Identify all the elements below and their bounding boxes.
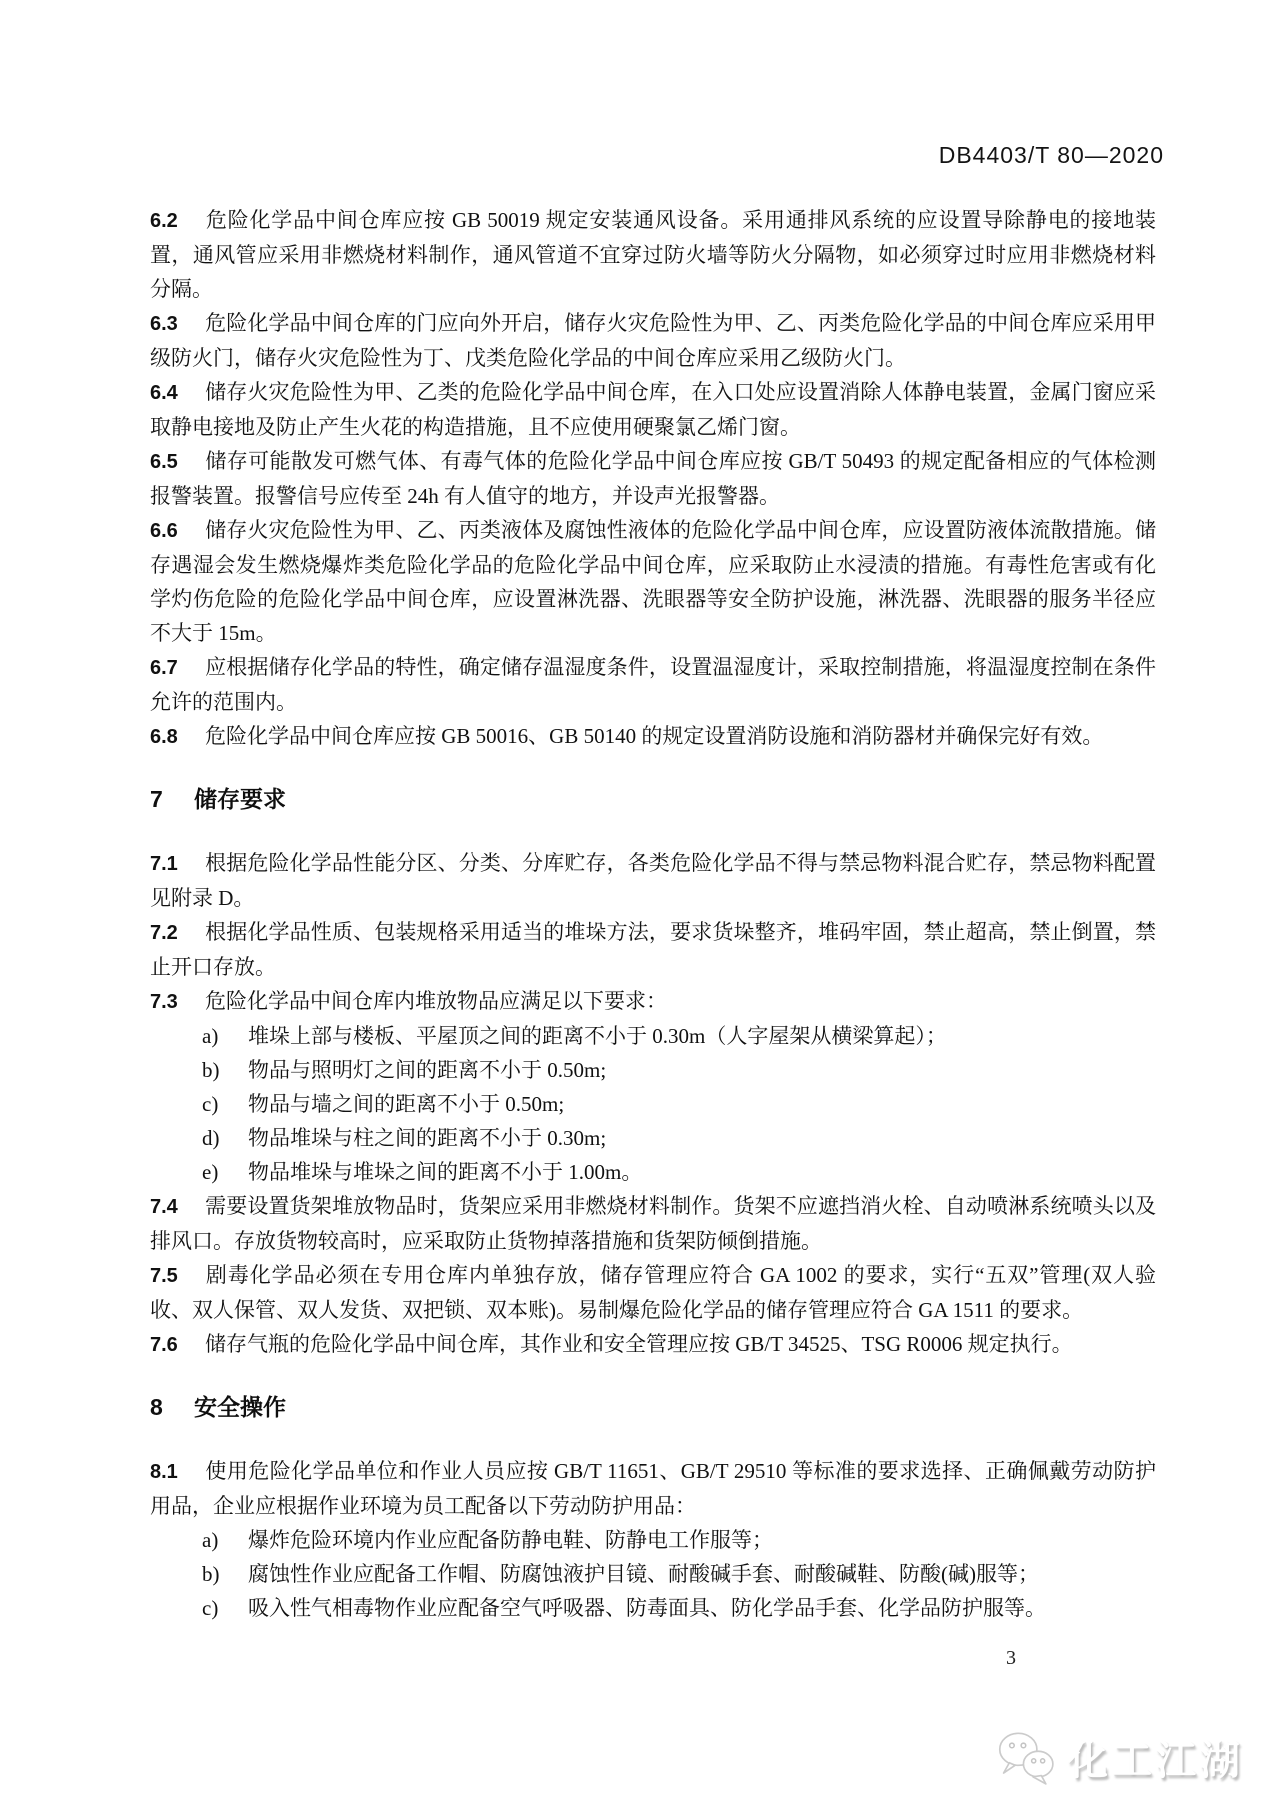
clause-7-2 <box>150 915 1156 984</box>
section-title: 储存要求 <box>194 786 286 812</box>
section-8-heading <box>150 1390 1156 1424</box>
clause-text: 储存火灾危险性为甲、乙、丙类液体及腐蚀性液体的危险化学品中间仓库，应设置防液体流散措施。储存遇湿会发生燃烧爆炸类危险化学品的危险化学品中间仓库，应采取防止水浸渍的措施。有毒性危害或有化学灼伤危险的危险化学品中间仓库，应设置淋洗器、洗眼器等安全防护设施，淋洗器、洗眼器的服务半径应不大于 15m。 <box>150 518 1156 645</box>
page-number: 3 <box>1006 1647 1016 1669</box>
list-item-text: 物品堆垛与柱之间的距离不小于 0.30m; <box>248 1126 607 1150</box>
clause-text: 危险化学品中间仓库的门应向外开启，储存火灾危险性为甲、乙、丙类危险化学品的中间仓库应采用甲级防火门，储存火灾危险性为丁、戊类危险化学品的中间仓库应采用乙级防火门。 <box>150 311 1156 370</box>
clause-number: 7.4 <box>150 1196 178 1218</box>
clause-number: 7.5 <box>150 1265 178 1287</box>
clause-number: 6.8 <box>150 726 178 748</box>
list-item-text: 腐蚀性作业应配备工作帽、防腐蚀液护目镜、耐酸碱手套、耐酸碱鞋、防酸(碱)服等； <box>248 1562 1039 1586</box>
list-item-label: b) <box>202 1058 220 1082</box>
clause-6-8 <box>150 719 1156 754</box>
clause-6-5 <box>150 444 1156 513</box>
list-item-label: c) <box>202 1092 219 1116</box>
clause-number: 6.7 <box>150 657 178 679</box>
clause-number: 6.6 <box>150 520 178 542</box>
section-7-heading <box>150 782 1156 816</box>
list-item <box>150 1121 1156 1155</box>
clause-6-3 <box>150 306 1156 375</box>
list-item-text: 爆炸危险环境内作业应配备防静电鞋、防静电工作服等； <box>248 1528 773 1552</box>
clause-text: 剧毒化学品必须在专用仓库内单独存放，储存管理应符合 GA 1002 的要求，实行“五双”管理(双人验收、双人保管、双人发货、双把锁、双本账)。易制爆危险化学品的储存管理应符合 GA 1511 的要求。 <box>150 1263 1156 1322</box>
list-item <box>150 1019 1156 1053</box>
doc-number: DB4403/T 80—2020 <box>938 142 1164 168</box>
section-title: 安全操作 <box>194 1394 286 1420</box>
clause-number: 7.1 <box>150 853 178 875</box>
clause-7-3-list <box>150 1019 1156 1189</box>
clause-text: 应根据储存化学品的特性，确定储存温湿度条件，设置温湿度计，采取控制措施，将温湿度控制在条件允许的范围内。 <box>150 655 1156 714</box>
clause-number: 7.6 <box>150 1334 178 1356</box>
clause-text: 使用危险化学品单位和作业人员应按 GB/T 11651、GB/T 29510 等标准的要求选择、正确佩戴劳动防护用品，企业应根据作业环境为员工配备以下劳动防护用品： <box>150 1459 1156 1518</box>
clause-number: 6.5 <box>150 451 178 473</box>
list-item-label: a) <box>202 1024 219 1048</box>
list-item-label: a) <box>202 1528 219 1552</box>
clause-number: 6.2 <box>150 210 178 232</box>
list-item-label: d) <box>202 1126 220 1150</box>
list-item-text: 物品堆垛与堆垛之间的距离不小于 1.00m。 <box>248 1160 643 1184</box>
list-item-label: c) <box>202 1596 219 1620</box>
clause-number: 8.1 <box>150 1461 178 1483</box>
clause-6-6 <box>150 513 1156 650</box>
clause-text: 危险化学品中间仓库应按 GB 50016、GB 50140 的规定设置消防设施和消防器材并确保完好有效。 <box>205 724 1104 748</box>
clause-text: 储存气瓶的危险化学品中间仓库，其作业和安全管理应按 GB/T 34525、TSG R0006 规定执行。 <box>205 1332 1073 1356</box>
clause-7-5 <box>150 1258 1156 1327</box>
clause-text: 危险化学品中间仓库内堆放物品应满足以下要求： <box>205 989 667 1013</box>
clause-number: 7.3 <box>150 991 178 1013</box>
clause-number: 6.4 <box>150 382 178 404</box>
clause-7-6 <box>150 1327 1156 1362</box>
clause-text: 储存火灾危险性为甲、乙类的危险化学品中间仓库，在入口处应设置消除人体静电装置，金属门窗应采取静电接地及防止产生火花的构造措施，且不应使用硬聚氯乙烯门窗。 <box>150 380 1156 439</box>
list-item <box>150 1087 1156 1121</box>
clause-text: 根据危险化学品性能分区、分类、分库贮存，各类危险化学品不得与禁忌物料混合贮存，禁忌物料配置见附录 D。 <box>150 851 1156 910</box>
document-body <box>150 203 1156 1675</box>
clause-6-7 <box>150 650 1156 719</box>
list-item <box>150 1557 1156 1591</box>
section-number: 7 <box>150 786 163 812</box>
watermark <box>994 1728 1244 1786</box>
section-number: 8 <box>150 1394 163 1420</box>
list-item <box>150 1155 1156 1189</box>
list-item-label: b) <box>202 1562 220 1586</box>
clause-text: 根据化学品性质、包装规格采用适当的堆垛方法，要求货垛整齐，堆码牢固，禁止超高，禁止倒置，禁止开口存放。 <box>150 920 1156 979</box>
clause-7-1 <box>150 846 1156 915</box>
list-item <box>150 1591 1156 1625</box>
clause-text: 需要设置货架堆放物品时，货架应采用非燃烧材料制作。货架不应遮挡消火栓、自动喷淋系统喷头以及排风口。存放货物较高时，应采取防止货物掉落措施和货架防倾倒措施。 <box>150 1194 1156 1253</box>
clause-text: 储存可能散发可燃气体、有毒气体的危险化学品中间仓库应按 GB/T 50493 的规定配备相应的气体检测报警装置。报警信号应传至 24h 有人值守的地方，并设声光报警器。 <box>150 449 1156 508</box>
clause-7-4 <box>150 1189 1156 1258</box>
list-item <box>150 1523 1156 1557</box>
list-item-label: e) <box>202 1160 219 1184</box>
clause-8-1 <box>150 1454 1156 1523</box>
list-item-text: 物品与照明灯之间的距离不小于 0.50m; <box>248 1058 607 1082</box>
wechat-icon <box>994 1728 1058 1786</box>
watermark-text: 化工江湖 <box>1068 1738 1244 1783</box>
list-item <box>150 1053 1156 1087</box>
list-item-text: 堆垛上部与楼板、平屋顶之间的距离不小于 0.30m（人字屋架从横梁算起）； <box>248 1024 947 1048</box>
list-item-text: 物品与墙之间的距离不小于 0.50m; <box>248 1092 565 1116</box>
clause-number: 7.2 <box>150 922 178 944</box>
clause-7-3 <box>150 984 1156 1019</box>
clause-6-4 <box>150 375 1156 444</box>
clause-number: 6.3 <box>150 313 178 335</box>
clause-8-1-list <box>150 1523 1156 1625</box>
clause-text: 危险化学品中间仓库应按 GB 50019 规定安装通风设备。采用通排风系统的应设置导除静电的接地装置，通风管应采用非燃烧材料制作，通风管道不宜穿过防火墙等防火分隔物，如必须穿过时应用非燃烧材料分隔。 <box>150 208 1156 301</box>
clause-6-2 <box>150 203 1156 306</box>
list-item-text: 吸入性气相毒物作业应配备空气呼吸器、防毒面具、防化学品手套、化学品防护服等。 <box>248 1596 1046 1620</box>
